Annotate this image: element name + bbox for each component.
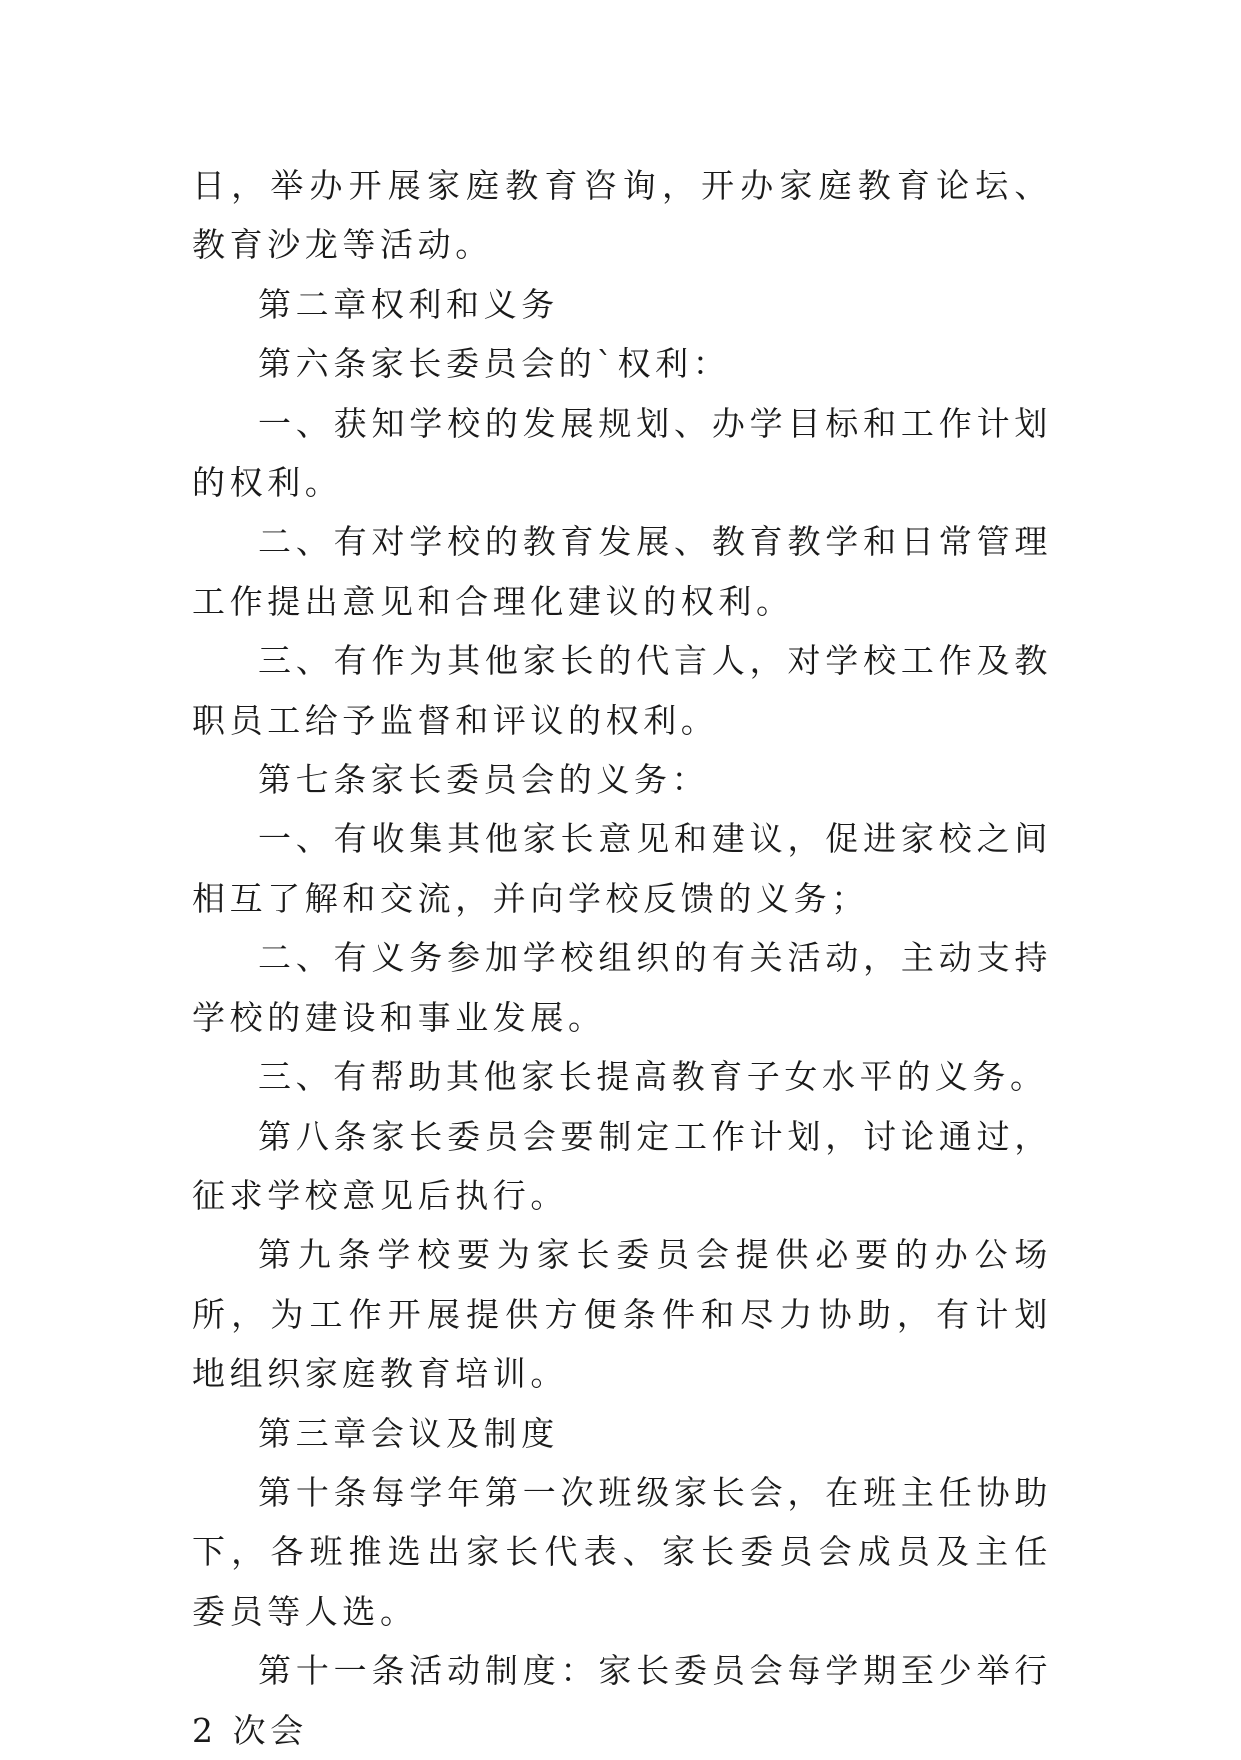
article-8: 第八条家长委员会要制定工作计划，讨论通过，征求学校意见后执行。 <box>192 1116 1052 1215</box>
document-page <box>192 156 1052 1760</box>
article-7-heading: 第七条家长委员会的义务： <box>258 760 710 800</box>
article-10: 第十条每学年第一次班级家长会，在班主任协助下，各班推选出家长代表、家长委员会成员及主任委员等人选。 <box>192 1472 1052 1631</box>
chapter-2-heading: 第二章权利和义务 <box>258 284 559 324</box>
article-7-item-1: 一、有收集其他家长意见和建议，促进家校之间相互了解和交流，并向学校反馈的义务； <box>192 819 1052 918</box>
article-6-heading: 第六条家长委员会的`权利： <box>258 344 731 384</box>
article-7-item-3: 三、有帮助其他家长提高教育子女水平的义务。 <box>258 1057 1048 1097</box>
paragraph-continuation: 日，举办开展家庭教育咨询，开办家庭教育论坛、教育沙龙等活动。 <box>192 166 1052 265</box>
article-11: 第十一条活动制度：家长委员会每学期至少举行 2 次会 <box>192 1651 1052 1750</box>
article-9: 第九条学校要为家长委员会提供必要的办公场所，为工作开展提供方便条件和尽力协助，有计划地组织家庭教育培训。 <box>192 1235 1052 1394</box>
article-6-item-3: 三、有作为其他家长的代言人，对学校工作及教职员工给予监督和评议的权利。 <box>192 641 1052 740</box>
article-6-item-2: 二、有对学校的教育发展、教育教学和日常管理工作提出意见和合理化建议的权利。 <box>192 522 1052 621</box>
article-7-item-2: 二、有义务参加学校组织的有关活动，主动支持学校的建设和事业发展。 <box>192 938 1052 1037</box>
article-6-item-1: 一、获知学校的发展规划、办学目标和工作计划的权利。 <box>192 403 1052 503</box>
chapter-3-heading: 第三章会议及制度 <box>258 1413 559 1453</box>
